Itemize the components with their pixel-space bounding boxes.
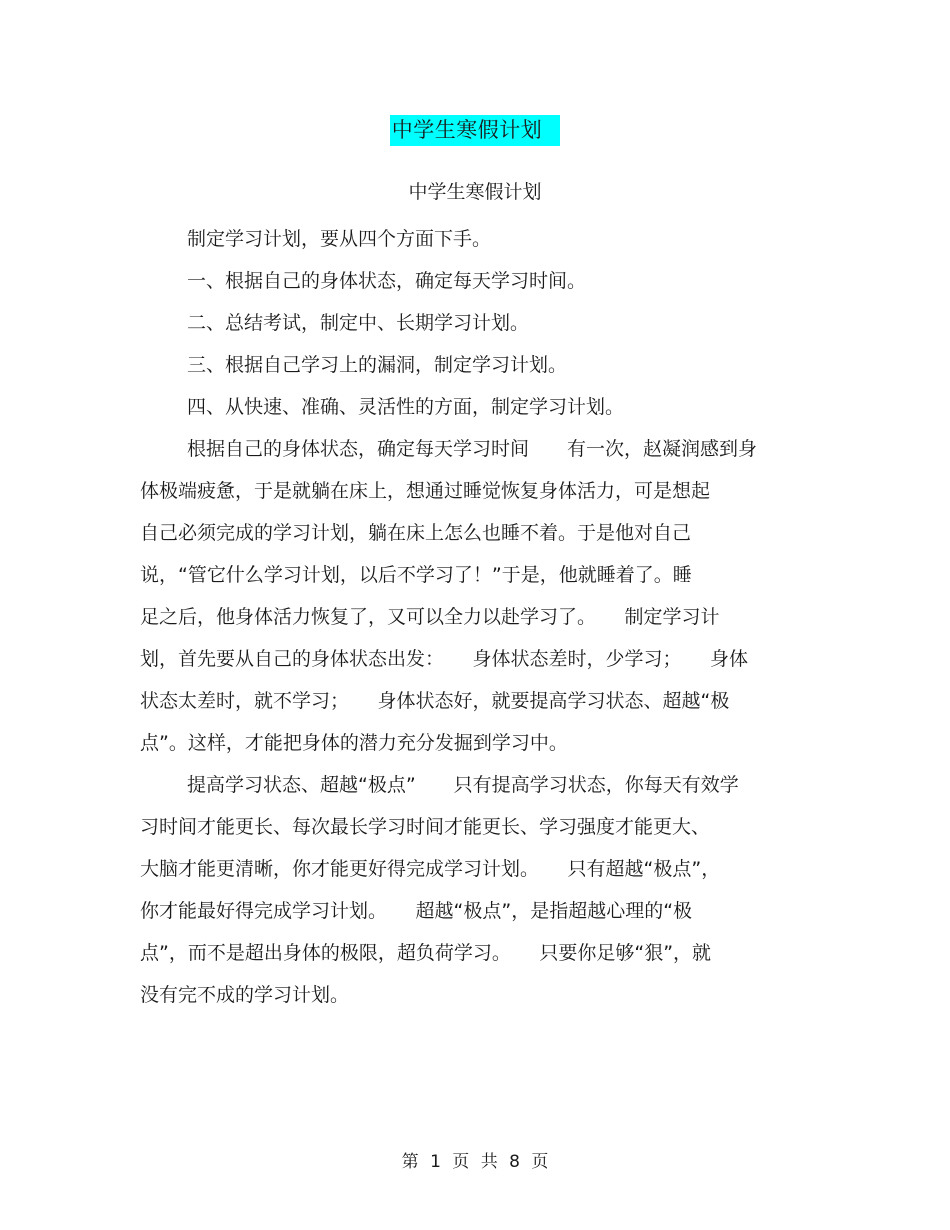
- page-footer: 第 1 页 共 8 页: [401, 1152, 549, 1172]
- paragraph-line: 你才能最好得完成学习计划。 超越“极点”，是指超越心理的“极: [140, 900, 693, 922]
- document-subtitle: 中学生寒假计划: [408, 181, 542, 203]
- paragraph-line: 制定学习计划，要从四个方面下手。: [187, 228, 492, 250]
- paragraph-line: 没有完不成的学习计划。: [140, 984, 350, 1006]
- paragraph-line: 说，“管它什么学习计划，以后不学习了！”于是，他就睡着了。睡: [140, 564, 692, 586]
- paragraph-line: 体极端疲惫，于是就躺在床上，想通过睡觉恢复身体活力，可是想起: [140, 480, 711, 502]
- paragraph-line: 二、总结考试，制定中、长期学习计划。: [187, 312, 530, 334]
- paragraph-line: 根据自己的身体状态，确定每天学习时间 有一次，赵凝润感到身: [187, 438, 758, 460]
- paragraph-line: 状态太差时，就不学习； 身体状态好，就要提高学习状态、超越“极: [140, 690, 730, 712]
- paragraph-line: 点”，而不是超出身体的极限，超负荷学习。 只要你足够“狠”，就: [140, 942, 712, 964]
- title-container: [0, 115, 950, 146]
- paragraph-line: 大脑才能更清晰，你才能更好得完成学习计划。 只有超越“极点”，: [140, 858, 721, 880]
- paragraph-line: 三、根据自己学习上的漏洞，制定学习计划。: [187, 354, 568, 376]
- paragraph-line: 习时间才能更长、每次最长学习时间才能更长、学习强度才能更大、: [140, 816, 711, 838]
- paragraph-line: 一、根据自己的身体状态，确定每天学习时间。: [187, 270, 587, 292]
- body-text: [140, 218, 800, 1016]
- paragraph-line: 自己必须完成的学习计划，躺在床上怎么也睡不着。于是他对自己: [140, 522, 692, 544]
- paragraph-line: 提高学习状态、超越“极点” 只有提高学习状态，你每天有效学: [187, 774, 739, 796]
- paragraph-line: 四、从快速、准确、灵活性的方面，制定学习计划。: [187, 396, 625, 418]
- paragraph-line: 足之后，他身体活力恢复了，又可以全力以赴学习了。 制定学习计: [140, 606, 720, 628]
- paragraph-line: 划，首先要从自己的身体状态出发： 身体状态差时，少学习； 身体: [140, 648, 749, 670]
- document-title: 中学生寒假计划: [390, 115, 561, 146]
- paragraph-line: 点”。这样，才能把身体的潜力充分发掘到学习中。: [140, 732, 568, 754]
